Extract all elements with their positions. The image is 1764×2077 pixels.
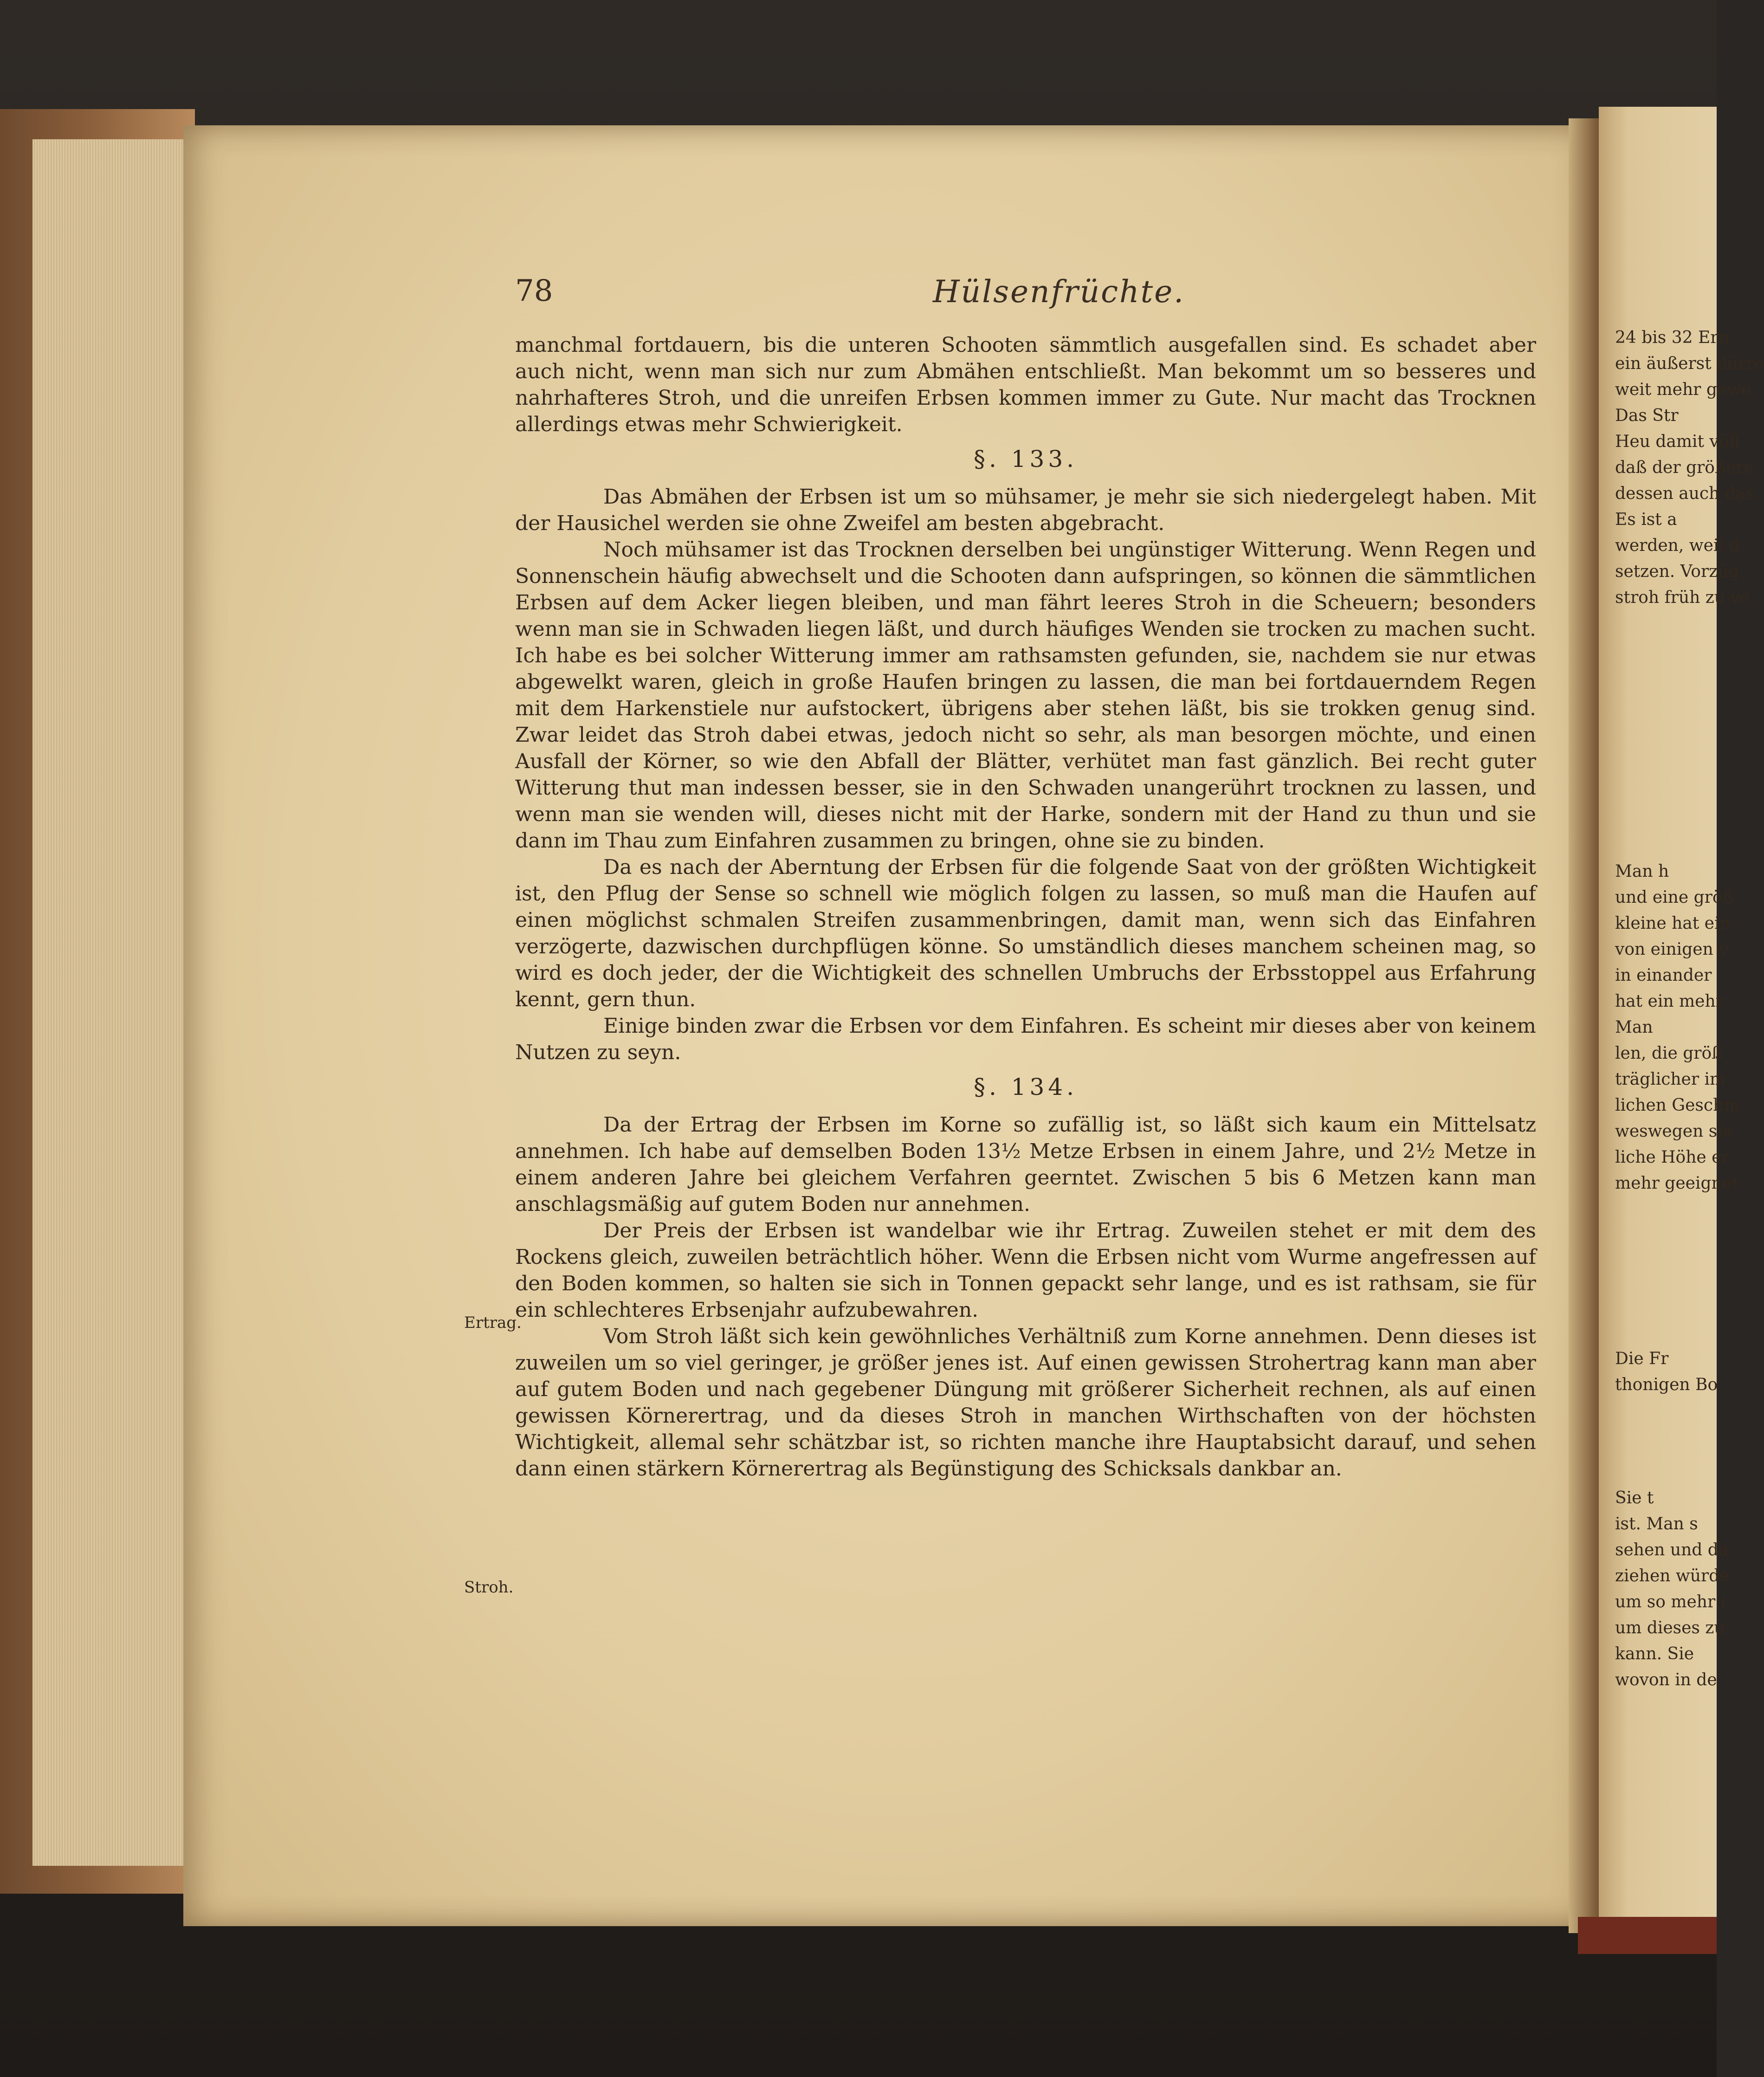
cut-line: thonigen Bo (1615, 1375, 1718, 1394)
next-page-text-block-4 (1615, 1485, 1730, 1693)
paragraph: Da es nach der Aberntung der Erbsen für die folgende Saat von der größten Wichtigkeit ist, den Pflug der Sense so schnell wie möglich folgen zu lassen, so muß man die Haufen auf einen möglichst schmalen Streifen zusammenbringen, damit man, wenn sich das Einfahren verzögerte, dazwischen durchpflügen könne. So umständlich dieses manchem scheinen mag, so wird es doch jeder, der die Wichtigkeit des schnellen Umbruchs der Erbsstoppel aus Erfahrung kennt, gern thun. (515, 855, 1536, 1011)
cut-line: lichen Geschm (1615, 1096, 1740, 1115)
cut-line: wovon in de (1615, 1670, 1717, 1689)
paragraph: Noch mühsamer ist das Trocknen derselben bei ungünstiger Witterung. Wenn Regen und Sonnenschein häufig abwechselt und die Schooten dann aufspringen, so können die sämmtlichen Erbsen auf dem Acker liegen bleiben, und man fährt leeres Stroh in die Scheuern; besonders wenn man sie in Schwaden liegen läßt, und durch häufiges Wenden sie trocken zu machen sucht. Ich habe es bei solcher Witterung immer am rathsamsten gefunden, sie, nachdem sie nur etwas abgewelkt waren, gleich in große Haufen bringen zu lassen, die man bei fortdauerndem Regen mit dem Harkenstiele nur aufstockert, übrigens aber stehen läßt, bis sie trokken genug sind. Zwar leidet das Stroh dabei etwas, jedoch nicht so sehr, als man besorgen möchte, und einen Ausfall der Körner, so wie den Abfall der Blätter, verhütet man fast gänzlich. Bei recht guter Witterung thut man indessen besser, sie in den Schwaden unangerührt trocknen zu lassen, und wenn man sie wenden will, dieses nicht mit der Harke, sondern mit der Hand zu thun und sie dann im Thau zum Einfahren zusammen zu bringen, ohne sie zu binden. (515, 538, 1536, 853)
cut-line: setzen. Vorzüg (1615, 562, 1739, 581)
cut-line: um dieses zu (1615, 1618, 1725, 1637)
paragraph-continuation: manchmal fortdauern, bis die unteren Schooten sämmtlich ausgefallen sind. Es schadet aber auch nicht, wenn man sich nur zum Abmähen entschließt. Man bekommt um so besseres und nahrhafteres Stroh, und die unreifen Erbsen kommen immer zu Gute. Nur macht das Trocknen allerdings etwas mehr Schwierigkeit. (515, 333, 1536, 436)
cut-line: Es ist a (1615, 510, 1677, 529)
running-head: Hülsenfrüchte. (933, 274, 1185, 310)
book-cover-corner (1578, 1917, 1717, 1954)
paragraph-stroh: Vom Stroh läßt sich kein gewöhnliches Verhältniß zum Korne annehmen. Denn dieses ist zuweilen um so viel geringer, je größer jenes ist. Auf einen gewissen Strohertrag kann man aber auf gutem Boden und nach gegebener Düngung mit größerer Sicherheit rechnen, als auf einen gewissen Körnerertrag, und da dieses Stroh in manchen Wirthschaften von der höchsten Wichtigkeit, allemal sehr schätzbar ist, so richten manche ihre Hauptabsicht darauf, und sehen dann einen stärkern Körnerertrag als Begünstigung des Schicksals dankbar an. (515, 1325, 1536, 1481)
next-page-text-block-1 (1615, 325, 1764, 611)
next-page-text-block-3 (1615, 1346, 1717, 1398)
paragraph: Das Abmähen der Erbsen ist um so mühsamer, je mehr sie sich niedergelegt haben. Mit der Hausichel werden sie ohne Zweifel am besten abgebracht. (515, 485, 1536, 535)
marginal-note-ertrag: Ertrag. (464, 1313, 522, 1332)
cut-line: Sie t (1615, 1488, 1654, 1508)
cut-line: von einigen v (1615, 940, 1728, 959)
paragraph-ertrag: Da der Ertrag der Erbsen im Korne so zufällig ist, so läßt sich kaum ein Mittelsatz annehmen. Ich habe auf demselben Boden 13½ Metze Erbsen in einem Jahre, und 2½ Metze in einem anderen Jahre bei gleichem Verfahren geerntet. Zwischen 5 bis 6 Metzen kann man anschlagsmäßig auf gutem Boden nur annehmen. (515, 1113, 1536, 1216)
cut-line: Heu damit völl (1615, 432, 1740, 451)
cut-line: Die Fr (1615, 1349, 1669, 1368)
cut-line: 24 bis 32 Ern (1615, 328, 1729, 347)
cut-line: und eine größ (1615, 888, 1734, 907)
cut-line: um so mehr i (1615, 1592, 1726, 1611)
cut-line: in einander (1615, 966, 1712, 985)
cut-line: ein äußerst dürre (1615, 354, 1764, 373)
cut-line: werden, weil d (1615, 536, 1740, 555)
cut-line: Man h (1615, 862, 1669, 881)
page-header (515, 274, 1536, 330)
cut-line: Man (1615, 1018, 1653, 1037)
cut-line: liche Höhe er (1615, 1148, 1730, 1167)
cut-line: dessen auch das (1615, 484, 1754, 503)
next-page-text-block-2 (1615, 859, 1740, 1197)
cut-line: kleine hat ein (1615, 914, 1731, 933)
cut-line: träglicher im (1615, 1070, 1726, 1089)
cut-line: stroh früh zu ve (1615, 588, 1750, 607)
cut-line: kann. Sie (1615, 1644, 1694, 1663)
cut-line: weit mehr gewe (1615, 380, 1751, 399)
page-number: 78 (515, 274, 553, 308)
cut-line: sehen und da (1615, 1540, 1729, 1559)
cut-line: len, die größ (1615, 1044, 1723, 1063)
cut-line: ziehen würde (1615, 1566, 1730, 1585)
cut-line: hat ein mehr (1615, 992, 1724, 1011)
section-133-heading: §. 133. (973, 446, 1078, 472)
paragraph: Einige binden zwar die Erbsen vor dem Einfahren. Es scheint mir dieses aber von keinem Nutzen zu seyn. (515, 1014, 1536, 1064)
marginal-note-stroh: Stroh. (464, 1578, 514, 1597)
cut-line: Das Str (1615, 406, 1679, 425)
section-134-heading: §. 134. (973, 1074, 1078, 1100)
cut-line: weswegen sie (1615, 1122, 1732, 1141)
cut-line: mehr geeignet (1615, 1174, 1739, 1193)
main-text-column (515, 332, 1536, 1482)
paragraph: Der Preis der Erbsen ist wandelbar wie ihr Ertrag. Zuweilen stehet er mit dem des Rockens gleich, zuweilen beträchtlich höher. Wenn die Erbsen nicht vom Wurme angefressen auf den Boden kommen, so halten sie sich in Tonnen gepackt sehr lange, und es ist rathsam, sie für ein schlechteres Erbsenjahr aufzubewahren. (515, 1219, 1536, 1322)
cut-line: daß der größere (1615, 458, 1754, 477)
page-stack-edges (32, 139, 200, 1866)
cut-line: ist. Man s (1615, 1514, 1698, 1533)
